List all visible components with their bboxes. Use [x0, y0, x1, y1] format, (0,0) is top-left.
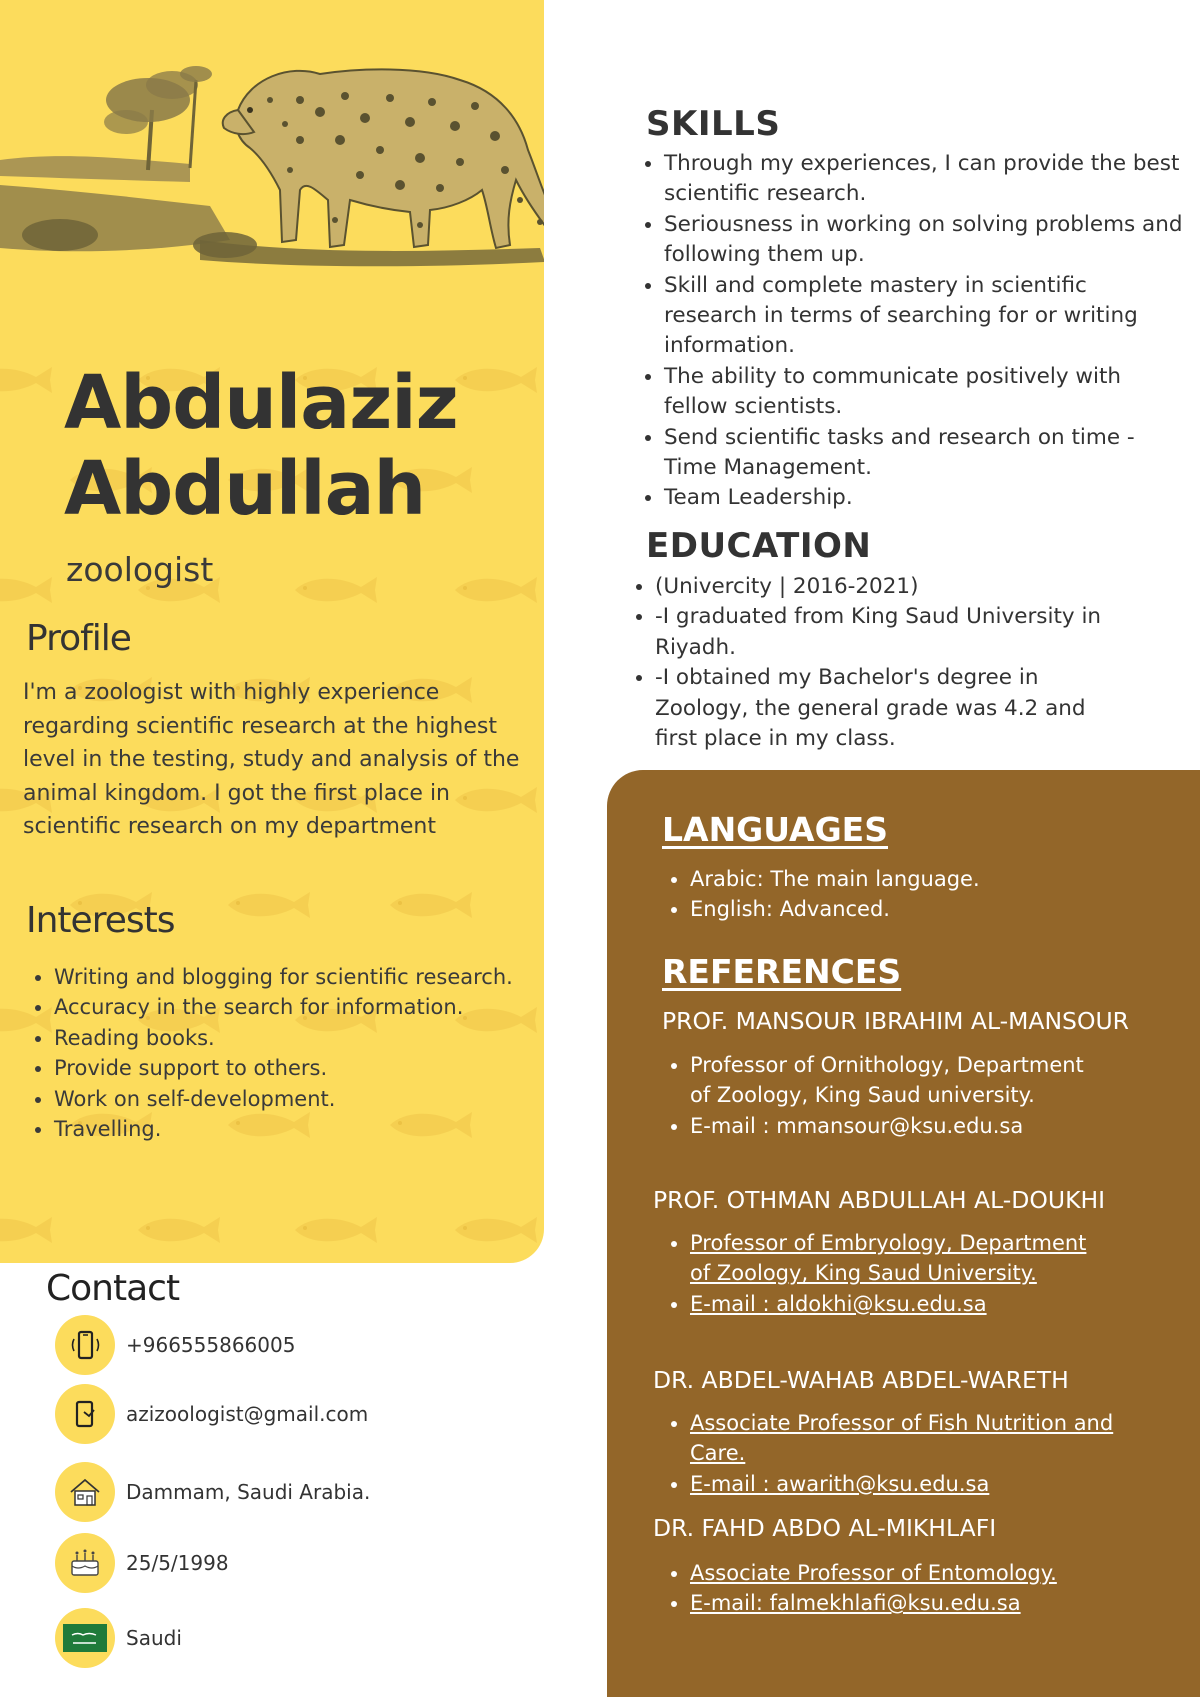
reference-email[interactable]: E-mail : awarith@ksu.edu.sa [690, 1471, 990, 1496]
list-item: • Accuracy in the search for information. [54, 992, 524, 1022]
reference-details [690, 1558, 1170, 1619]
reference-email[interactable]: E-mail: falmekhlafi@ksu.edu.sa [690, 1591, 1021, 1616]
reference-name: PROF. MANSOUR IBRAHIM AL-MANSOUR [662, 1007, 1129, 1035]
education-heading: EDUCATION [646, 526, 872, 566]
list-item [690, 1408, 1120, 1469]
education-list [655, 572, 1125, 754]
email-icon [55, 1384, 115, 1444]
phone-icon [55, 1315, 115, 1375]
list-item: • Skill and complete mastery in scientific research in terms of searching for or writing information. [664, 271, 1184, 362]
list-item: • English: Advanced. [690, 894, 1190, 924]
references-heading: REFERENCES [662, 952, 902, 991]
languages-list [690, 864, 1190, 925]
house-icon [55, 1462, 115, 1522]
leopard-illustration [0, 40, 544, 280]
email-address[interactable]: azizoologist@gmail.com [126, 1402, 369, 1426]
reference-name: PROF. OTHMAN ABDULLAH AL-DOUKHI [653, 1186, 1106, 1214]
list-item [690, 1050, 1110, 1111]
list-item [690, 1111, 1110, 1141]
reference-name: DR. FAHD ABDO AL-MIKHLAFI [653, 1514, 997, 1542]
list-item: • Travelling. [54, 1114, 524, 1144]
contact-nationality [55, 1608, 182, 1668]
address-text: Dammam, Saudi Arabia. [126, 1480, 371, 1504]
list-item: • Seriousness in working on solving problems and following them up. [664, 210, 1184, 271]
list-item: • The ability to communicate positively with fellow scientists. [664, 362, 1184, 423]
list-item: • (Univercity | 2016-2021) [655, 572, 1125, 602]
list-item: • Arabic: The main language. [690, 864, 1190, 894]
full-name [64, 360, 458, 532]
contact-phone [55, 1315, 295, 1375]
contact-email [55, 1384, 368, 1444]
last-name: Abdullah [64, 446, 426, 532]
reference-details [690, 1228, 1110, 1319]
first-name: Abdulaziz [64, 360, 458, 446]
languages-heading: LANGUAGES [662, 810, 888, 849]
list-item [690, 1289, 1110, 1319]
contact-heading: Contact [46, 1268, 180, 1309]
list-item [690, 1558, 1170, 1588]
reference-position[interactable]: Professor of Embryology, Department of Zoology, King Saud University. [690, 1231, 1087, 1286]
reference-position[interactable]: Associate Professor of Fish Nutrition and Care. [690, 1411, 1114, 1466]
reference-details [690, 1050, 1110, 1141]
left-panel [0, 0, 544, 1263]
reference-details [690, 1408, 1120, 1499]
list-item: • Send scientific tasks and research on time - Time Management. [664, 423, 1184, 484]
list-item [690, 1588, 1170, 1618]
list-item: • Work on self-development. [54, 1084, 524, 1114]
reference-email[interactable]: E-mail : aldokhi@ksu.edu.sa [690, 1291, 987, 1316]
cake-icon [55, 1533, 115, 1593]
profile-heading: Profile [26, 618, 131, 659]
birthday-text: 25/5/1998 [126, 1551, 229, 1575]
list-item: • Provide support to others. [54, 1053, 524, 1083]
list-item: • -I obtained my Bachelor's degree in Zoology, the general grade was 4.2 and first place in my class. [655, 663, 1125, 754]
reference-name: DR. ABDEL-WAHAB ABDEL-WARETH [653, 1366, 1069, 1394]
reference-position[interactable]: Associate Professor of Entomology. [690, 1561, 1057, 1585]
job-role: zoologist [66, 550, 214, 589]
phone-number[interactable]: +966555866005 [126, 1333, 296, 1357]
list-item: • Reading books. [54, 1023, 524, 1053]
list-item: • Team Leadership. [664, 483, 1184, 513]
interests-heading: Interests [26, 900, 175, 941]
skills-list [664, 149, 1184, 514]
list-item: • Through my experiences, I can provide the best scientific research. [664, 149, 1184, 210]
list-item [690, 1228, 1110, 1289]
skills-heading: SKILLS [646, 104, 781, 144]
saudi-flag-icon [55, 1608, 115, 1668]
contact-birthday [55, 1533, 229, 1593]
contact-address [55, 1462, 370, 1522]
list-item: • Writing and blogging for scientific research. [54, 962, 524, 992]
list-item [690, 1469, 1120, 1499]
interests-list [54, 962, 524, 1144]
nationality-text: Saudi [126, 1626, 182, 1650]
profile-text: I'm a zoologist with highly experience regarding scientific research at the highest level in the testing, study and analysis of the animal kingdom. I got the first place in scientific research on my department [23, 680, 520, 839]
list-item: • -I graduated from King Saud University in Riyadh. [655, 602, 1125, 663]
reference-email[interactable]: E-mail : mmansour@ksu.edu.sa [690, 1113, 1024, 1138]
reference-position: Professor of Ornithology, Department of Zoology, King Saud university. [690, 1053, 1084, 1108]
